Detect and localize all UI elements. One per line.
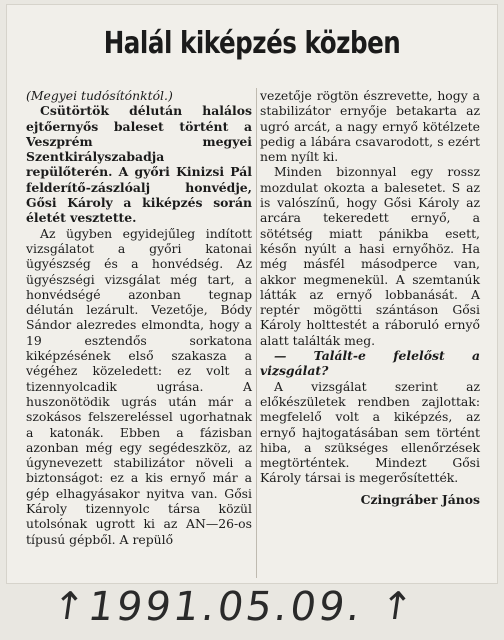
article-subheading: — Talált-e felelőst a vizsgálat?: [260, 348, 480, 379]
article-headline: Halál kiképzés közben: [103, 26, 401, 61]
article-paragraph: Minden bizonnyal egy rossz mozdulat okozta a balesetet. S az is valószínű, hogy Gősi Károly az arcára tekeredett ernyő, a sötétség miatt pánikba esett, későn nyúlt a hasi ernyőhöz. Ha még másfél másodperce van, akkor megmenekül. A szemtanúk látták az ernyő lobbanását. A reptér mögötti szántáson Gősi Károly holttestét a ráboruló ernyő alatt találták meg.: [260, 164, 480, 348]
column-divider: [256, 88, 257, 578]
article-source: (Megyei tudósítónktól.): [26, 88, 173, 103]
handwritten-date: [36, 584, 483, 634]
arrow-up-icon: ↑: [377, 584, 419, 628]
newspaper-clipping: [6, 4, 498, 584]
article-lead: Csütörtök délután halálos ejtőernyős baleset történt a Veszprém megyei Szentkirályszabadja repülőterén. A győri Kinizsi Pál felderítő-zászlóalj honvédje, Gősi Károly a kiképzés során életét vesztette.: [26, 103, 252, 226]
arrow-up-icon: ↑: [49, 584, 91, 628]
article-paragraph: Az ügyben egyidejűleg indított vizsgálatot a győri katonai ügyészség és a honvédség. Az ügyészségi vizsgálat még tart, a honvédségé azonban tegnap délután lezárult. Vezetője, Bódy Sándor alezredes elmondta, hogy a 19 esztendős sorkatona kiképzésének első szakasza a végéhez közeledett: ez volt a tizennyolcadik ugrása. A huszonötödik ugrás után már a szokásos felszereléssel ugorhatnak a katonák. Ebben a fázisban azonban még egy segédeszköz, az úgynevezett stabilizátor növeli a biztonságot: ez a kis ernyő már a gép elhagyásakor nyitva van. Gősi Károly tizennyolc társa közül utolsónak ugrott ki az AN—26-os típusú gépből. A repülő: [26, 225, 252, 547]
handwritten-date-text: 1991.05.09.: [85, 584, 367, 630]
article-paragraph: A vizsgálat szerint az előkészületek rendben zajlottak: megfelelő volt a kiképzés, az ernyő hajtogatásában sem történt hiba, a szükséges ellenőrzések megtörténtek. Mindezt Gősi Károly társai is megerősítették.: [260, 378, 480, 486]
article-paragraph-continued: vezetője rögtön észrevette, hogy a stabilizátor ernyője betakarta az ugró arcát, a nagy ernyő kötélzete pedig a lábára csavarodott, s ezért nem nyílt ki.: [260, 88, 480, 165]
article-column-left: [26, 88, 252, 547]
article-column-right: [260, 88, 480, 507]
article-author: Czingráber János: [360, 491, 480, 507]
